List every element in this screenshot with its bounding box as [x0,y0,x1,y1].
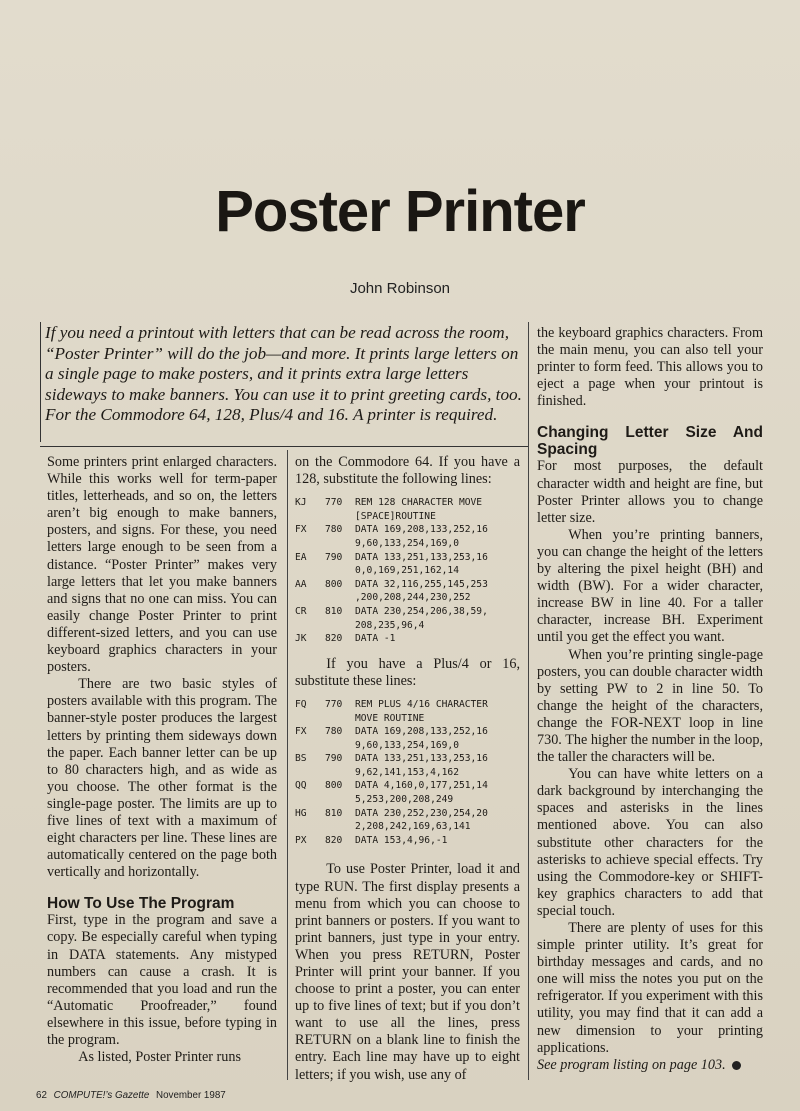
column-1 [47,454,277,1066]
checksum: BS [295,753,307,765]
column-divider-2 [528,322,529,1080]
see-listing-text: See program listing on page 103. [537,1056,726,1073]
body-paragraph: For most purposes, the default character width and height are fine, but Poster Printer allows you to change letter size. [537,458,763,526]
line-number: 800 [325,578,343,590]
checksum: FQ [295,698,307,710]
code-statement: DATA 4,160,0,177,251,14 5,253,200,208,249 [355,780,488,806]
line-number: 820 [325,834,343,846]
line-number: 800 [325,780,343,792]
code-statement: DATA 153,4,96,-1 [355,834,448,846]
code-statement: DATA 32,116,255,145,253 ,200,208,244,230,252 [355,578,488,604]
code-statement: DATA 169,208,133,252,16 9,60,133,254,169,0 [355,524,488,549]
line-number: 810 [325,605,343,617]
code-listing-plus4 [295,698,520,848]
line-number: 810 [325,807,343,819]
line-number: 790 [325,551,343,563]
line-number: 770 [325,497,343,509]
code-statement: REM PLUS 4/16 CHARACTER MOVE ROUTINE [355,698,488,724]
code-statement: DATA 133,251,133,253,16 0,0,169,251,162,14 [355,551,488,577]
article-intro: If you need a printout with letters that can be read across the room, “Poster Printer” will do the job—and more. It prints large letters on a single page to make posters, and it prints extra large letters sideways to make banners. You can use it to print greeting cards, too. For the Commodore 64, 128, Plus/4 and 16. A printer is required. [45,323,522,425]
body-paragraph: on the Commodore 64. If you have a 128, substitute the following lines: [295,454,520,488]
body-paragraph: As listed, Poster Printer runs [78,1049,241,1066]
code-statement: DATA 133,251,133,253,16 9,62,141,153,4,162 [355,753,488,778]
page-footer [36,1090,230,1101]
body-paragraph: There are two basic styles of posters available with this program. The banner-style poster produces the largest letters by printing them sideways down the paper. Each banner letter can be up to 80 characters high, and as wide as you choose. The other format is the single-page poster. The limits are up to five lines of text with a maximum of eight characters per line. These lines are automatically centered on the page both vertically and horizontally. [47,676,277,881]
magazine-name: COMPUTE!’s Gazette [53,1090,150,1101]
code-line [295,834,520,848]
code-line [295,752,520,779]
code-line [295,725,520,752]
checksum: HG [295,807,307,819]
body-paragraph: the keyboard graphics characters. From the main menu, you can also tell your printer to form feed. This allows you to eject a page when your printout is finished. [537,325,763,410]
body-paragraph: Some printers print enlarged characters. While this works well for term-paper titles, letterheads, and so on, the letters aren’t big enough to make banners, posters, and signs. For these, you need letters large enough to be seen from a distance. “Poster Printer” makes very large letters that let you make banners and signs that no one can miss. You can easily change Poster Printer to print different-sized letters, and you can use keyboard graphics characters in your posters. [47,454,277,676]
code-line [295,523,520,550]
checksum: JK [295,633,307,645]
code-line [295,632,520,646]
end-mark-icon [732,1061,741,1070]
line-number: 790 [325,753,343,765]
program-listing-reference [537,1057,763,1074]
code-line [295,578,520,605]
checksum: CR [295,605,307,617]
column-2 [295,454,520,1084]
body-paragraph: First, type in the program and save a copy. Be especially careful when typing in DATA statements. Any mistyped numbers can cause a crash. It is recommended that you load and run the “Automatic Proofreader,” found elsewhere in this issue, before typing in the program. [47,912,277,1048]
checksum: FX [295,524,307,536]
body-paragraph: When you’re printing single-page posters, you can double character width by setting PW to 2 in line 50. To change the height of the characters, change the FOR-NEXT loop in line 730. The higher the number in the loop, the taller the characters will be. [537,646,763,766]
body-paragraph: You can have white letters on a dark background by interchanging the spaces and asterisks in the lines mentioned above. You can also substitute other characters for the asterisks to achieve special effects. Try using the Commodore-key or SHIFT-key graphics characters to add that special touch. [537,766,763,919]
line-number: 780 [325,524,343,536]
article-title: Poster Printer [215,179,585,244]
code-line [295,807,520,834]
code-statement: DATA 230,252,230,254,20 2,208,242,169,63,141 [355,807,488,833]
code-line [295,698,520,725]
checksum: AA [295,578,307,590]
checksum: PX [295,834,307,846]
body-paragraph: There are plenty of uses for this simple printer utility. It’s great for birthday messages and cards, and no one will miss the notes you put on the refrigerator. If you experiment with this utility, you may find that it can add a new dimension to your printing applications. [537,920,763,1056]
intro-bottom-rule [40,446,528,447]
section-heading: Changing Letter Size And Spacing [537,424,763,459]
checksum: EA [295,551,307,563]
code-statement: DATA 169,208,133,252,16 9,60,133,254,169,0 [355,726,488,751]
line-number: 770 [325,698,343,710]
issue-date: November 1987 [156,1090,226,1101]
page-number: 62 [36,1090,47,1101]
body-paragraph: If you have a Plus/4 or 16, substitute these lines: [295,655,520,689]
code-line [295,551,520,578]
code-line [295,496,520,523]
body-paragraph: When you’re printing banners, you can change the height of the letters by altering the pixel height (BH) and width (BW). For a wider character, increase BW in line 40. For a taller character, increase BH. Experiment until you get the effect you want. [537,526,763,646]
checksum: QQ [295,780,307,792]
code-statement: DATA 230,254,206,38,59, 208,235,96,4 [355,605,488,631]
checksum: FX [295,726,307,738]
section-heading: How To Use The Program [47,895,235,913]
code-statement: DATA -1 [355,633,396,645]
body-paragraph: To use Poster Printer, load it and type RUN. The first display presents a menu from which you can choose to print banners or posters. If you want to print banners, just type in your entry. When you press RETURN, Poster Printer will print your banner. If you choose to print a poster, you can enter up to five lines of text; but if you don’t want to use all the lines, press RETURN on a blank line to finish the entry. Each line may have up to eight letters; if you wish, use any of [295,861,520,1083]
code-line [295,605,520,632]
article-author: John Robinson [349,280,451,297]
column-3 [537,325,763,1074]
intro-left-rule [40,322,41,442]
code-statement: REM 128 CHARACTER MOVE [SPACE]ROUTINE [355,497,483,522]
line-number: 780 [325,726,343,738]
checksum: KJ [295,497,307,509]
column-divider-1 [287,450,288,1080]
line-number: 820 [325,633,343,645]
code-line [295,779,520,806]
code-listing-128 [295,496,520,646]
